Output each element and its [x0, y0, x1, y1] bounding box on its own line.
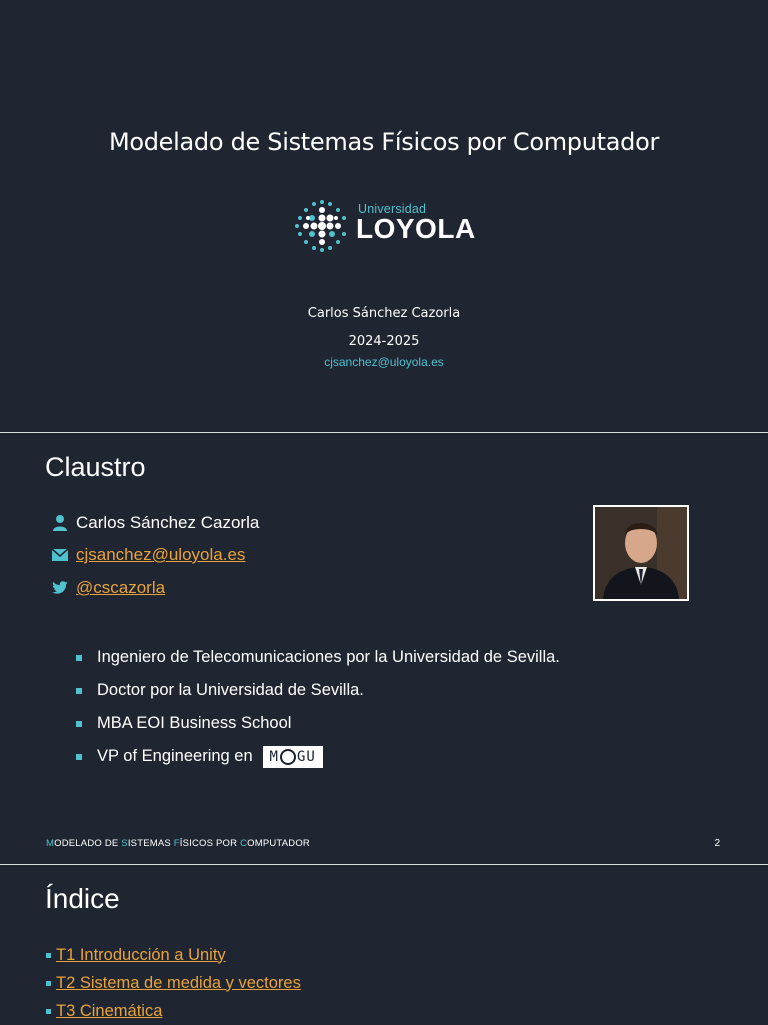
index-slide	[0, 865, 768, 1024]
footer-text: ODELADO DE	[54, 838, 122, 849]
toc-link[interactable]: T1 Introducción a Unity	[56, 945, 226, 964]
toc-item	[46, 941, 301, 969]
contact-twitter-link[interactable]: @cscazorla	[76, 578, 166, 597]
contact-email-link[interactable]: cjsanchez@uloyola.es	[76, 545, 246, 564]
footer-accent: F	[173, 838, 180, 849]
bio-item-text: Doctor por la Universidad de Sevilla.	[97, 681, 364, 699]
bio-item-text: MBA EOI Business School	[97, 714, 292, 732]
footer-accent: M	[46, 838, 55, 849]
contact-twitter-row	[50, 577, 165, 599]
faculty-slide	[0, 433, 768, 864]
logo-small-text: Universidad	[358, 202, 427, 216]
slide-heading: Índice	[45, 883, 120, 914]
list-item	[76, 641, 560, 674]
mogu-logo	[263, 746, 323, 768]
logo-big-text: LOYOLA	[356, 213, 476, 244]
title-slide	[0, 0, 768, 432]
toc-link[interactable]: T3 Cinemática	[56, 1001, 163, 1020]
academic-year: 2024-2025	[348, 334, 420, 349]
toc-item	[46, 997, 301, 1025]
mogu-logo-circle	[280, 749, 296, 765]
mogu-logo-left: M	[269, 748, 279, 765]
author-email[interactable]: cjsanchez@uloyola.es	[324, 355, 444, 369]
bio-item-text: Ingeniero de Telecomunicaciones por la Universidad de Sevilla.	[97, 648, 560, 666]
toc-item	[46, 969, 301, 997]
page-number: 2	[714, 838, 720, 849]
bullet-square-icon	[46, 981, 51, 986]
bullet-square-icon	[46, 953, 51, 958]
table-of-contents	[46, 941, 301, 1025]
bullet-square-icon	[76, 721, 82, 727]
footer-accent: C	[240, 838, 248, 849]
bullet-square-icon	[46, 1009, 51, 1014]
contact-name: Carlos Sánchez Cazorla	[76, 513, 260, 532]
footer-accent: S	[121, 838, 128, 849]
list-item	[76, 707, 560, 740]
bullet-square-icon	[76, 754, 82, 760]
list-item	[76, 674, 560, 707]
bullet-square-icon	[76, 655, 82, 661]
footer-text: OMPUTADOR	[247, 838, 310, 849]
mogu-logo-right: GU	[296, 748, 316, 765]
author-name: Carlos Sánchez Cazorla	[307, 306, 461, 321]
bullet-square-icon	[76, 688, 82, 694]
user-icon	[50, 513, 70, 533]
contact-name-row	[50, 512, 259, 534]
mail-icon	[50, 545, 70, 565]
list-item	[76, 740, 560, 773]
slide-heading: Claustro	[45, 452, 146, 482]
profile-photo	[593, 505, 689, 601]
university-logo	[292, 196, 482, 256]
footer-text: ISTEMAS	[127, 838, 174, 849]
loyola-logo	[292, 196, 352, 256]
bio-list	[76, 641, 560, 773]
twitter-icon	[50, 578, 70, 598]
presentation-title: Modelado de Sistemas Físicos por Computador	[108, 128, 660, 156]
slide-footer	[46, 838, 310, 849]
footer-text: ÍSICOS POR	[179, 838, 241, 849]
contact-email-row	[50, 544, 245, 566]
toc-link[interactable]: T2 Sistema de medida y vectores	[56, 973, 301, 992]
bio-item-text: VP of Engineering en	[97, 747, 253, 765]
